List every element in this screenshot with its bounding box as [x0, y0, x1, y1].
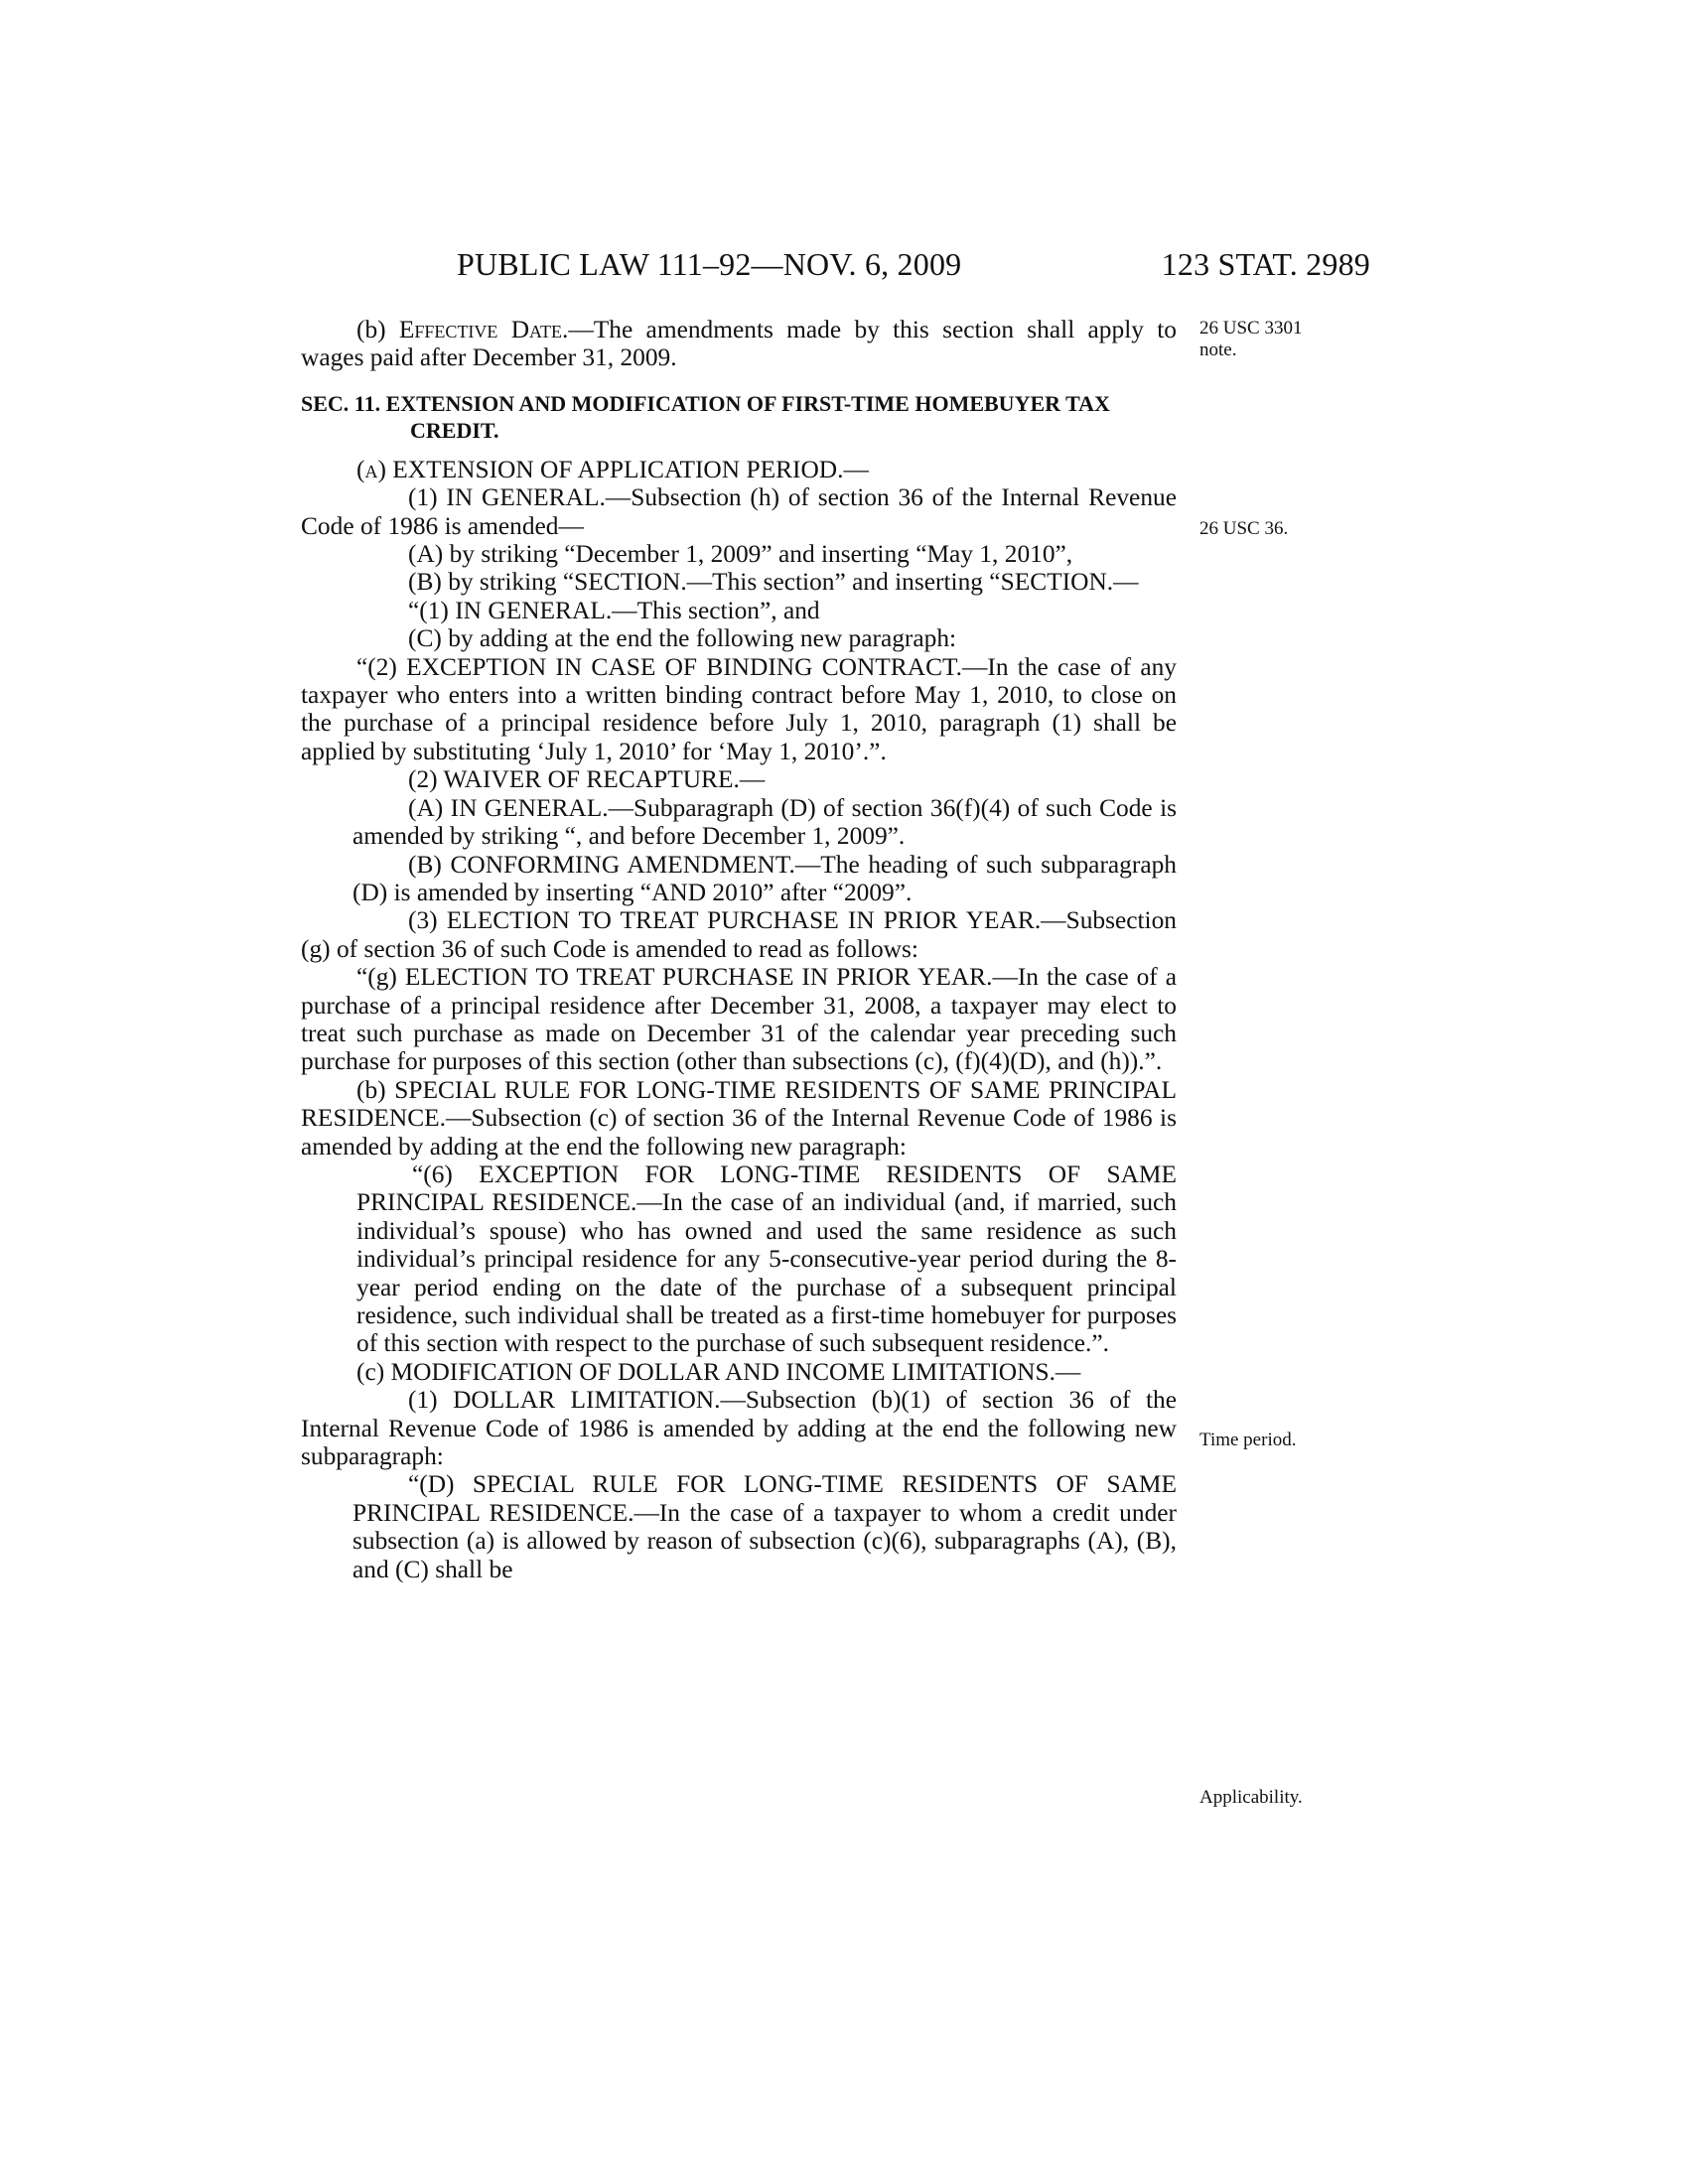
margin-note-line: note.: [1199, 340, 1237, 360]
section-heading: SEC. 11. EXTENSION AND MODIFICATION OF FIRST-TIME HOMEBUYER TAX CREDIT.: [301, 390, 1110, 443]
paragraph-a3: (3) ELECTION TO TREAT PURCHASE IN PRIOR YEAR.—Subsection (g) of section 36 of such Code is amended to read as follows:: [301, 906, 1177, 963]
paragraph-a1: (1) IN GENERAL.—Subsection (h) of section 36 of the Internal Revenue Code of 1986 is amended—: [301, 483, 1177, 540]
subsection-a-heading-text: (a) EXTENSION OF APPLICATION PERIOD.—: [356, 455, 869, 483]
clause-a1B-quote: “(1) IN GENERAL.—This section”, and: [408, 596, 820, 624]
paragraph-a3-quote: “(g) ELECTION TO TREAT PURCHASE IN PRIOR YEAR.—In the case of a purchase of a principal residence after December 31, 2008, a taxpayer may elect to treat such purchase as made on December 31 of the calendar year preceding such purchase for purposes of this section (other than subsections (c), (f)(4)(D), and (h)).”.: [301, 963, 1177, 1076]
subsection-b-quote: “(6) EXCEPTION FOR LONG-TIME RESIDENTS OF SAME PRINCIPAL RESIDENCE.—In the case of an individual (and, if married, such individual’s spouse) who has owned and used the same residence as such individual’s principal residence for any 5-consecutive-year period during the 8-year period ending on the date of the purchase of a subsequent principal residence, such individual shall be treated as a first-time homebuyer for purposes of this section with respect to the purchase of such subsequent residence.”.: [356, 1160, 1177, 1358]
margin-note-applicability: Applicability.: [1199, 1787, 1303, 1808]
clause-a1A: (A) by striking “December 1, 2009” and inserting “May 1, 2010”,: [408, 540, 1073, 569]
subsection-b: (b) SPECIAL RULE FOR LONG-TIME RESIDENTS OF SAME PRINCIPAL RESIDENCE.—Subsection (c) of section 36 of the Internal Revenue Code of 1986 is amended by adding at the end the following new paragraph:: [301, 1075, 1177, 1160]
clause-a1C: (C) by adding at the end the following new paragraph:: [408, 624, 957, 653]
clause-a2A: (A) IN GENERAL.—Subparagraph (D) of section 36(f)(4) of such Code is amended by striking “, and before December 1, 2009”.: [352, 793, 1177, 851]
paragraph-a2: (2) WAIVER OF RECAPTURE.—: [408, 765, 766, 794]
clause-a2B: (B) CONFORMING AMENDMENT.—The heading of such subparagraph (D) is amended by inserting “AND 2010” after “2009”.: [352, 850, 1177, 906]
paragraph-b-effective-date: (b) Effective Date.—The amendments made by this section shall apply to wages paid after December 31, 2009.: [301, 316, 1177, 372]
subsection-a-heading: [301, 456, 1177, 483]
header-right: 123 STAT. 2989: [1161, 246, 1370, 282]
paragraph-text: .—The amendments made by this section shall apply to wages paid after December 31, 2009.: [301, 316, 1177, 372]
paragraph-c1: (1) DOLLAR LIMITATION.—Subsection (b)(1) of section 36 of the Internal Revenue Code of 1986 is amended by adding at the end the following new subparagraph:: [301, 1386, 1177, 1471]
margin-note-26usc36: 26 USC 36.: [1199, 518, 1289, 539]
margin-note-time-period: Time period.: [1199, 1430, 1297, 1450]
margin-note-26usc3301: [1199, 318, 1378, 361]
clause-a1B: (B) by striking “SECTION.—This section” and inserting “SECTION.—: [408, 568, 1139, 597]
document-body: [301, 316, 1177, 1583]
paragraph-c1-quote: “(D) SPECIAL RULE FOR LONG-TIME RESIDENTS OF SAME PRINCIPAL RESIDENCE.—In the case of a taxpayer to whom a credit under subsection (a) is allowed by reason of subsection (c)(6), subparagraphs (A), (B), and (C) shall be: [352, 1470, 1177, 1583]
subsection-c-heading: (c) MODIFICATION OF DOLLAR AND INCOME LIMITATIONS.—: [356, 1357, 1081, 1386]
clause-a1C-quote: “(2) EXCEPTION IN CASE OF BINDING CONTRACT.—In the case of any taxpayer who enters into a written binding contract before May 1, 2010, to close on the purchase of a principal residence before July 1, 2010, paragraph (1) shall be applied by substituting ‘July 1, 2010’ for ‘May 1, 2010’.”.: [301, 652, 1177, 765]
margin-note-line: 26 USC 3301: [1199, 318, 1303, 339]
header-left: PUBLIC LAW 111–92—NOV. 6, 2009: [457, 246, 962, 282]
